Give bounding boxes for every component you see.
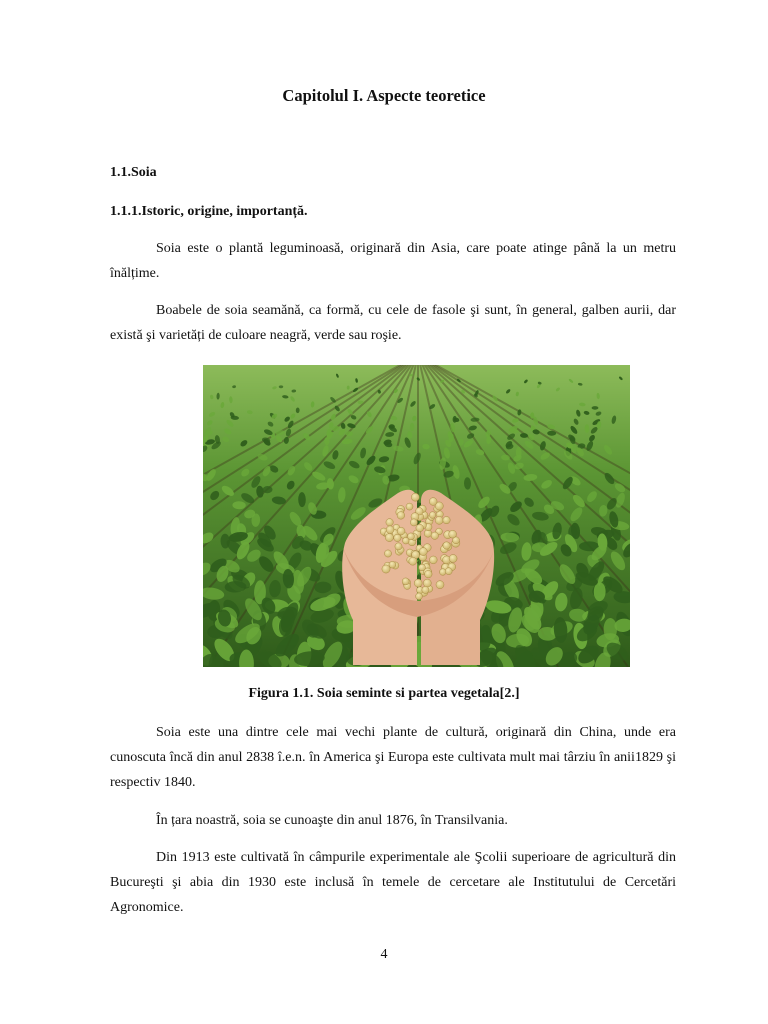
section-heading: 1.1.Soia (110, 165, 157, 180)
paragraph-3: Soia este una dintre cele mai vechi plante de cultură, originară din China, unde era cunoscuta încă din anul 2838 î.e.n. în America şi Europa este cultivata mult mai târziu în anii1829 şi respectiv 1840. (110, 725, 676, 790)
paragraph-2: Boabele de soia seamănă, ca formă, cu cele de fasole şi sunt, în general, galben aurii, dar există şi varietăți de culoare neagră, verde sau roşie. (110, 303, 676, 343)
figure-image (203, 365, 630, 667)
paragraph-4: În țara noastră, soia se cunoaşte din anul 1876, în Transilvania. (156, 813, 508, 828)
subsection-heading: 1.1.1.Istoric, origine, importanță. (110, 204, 308, 219)
page-number: 4 (380, 947, 388, 962)
paragraph-5: Din 1913 este cultivată în câmpurile experimentale ale Şcolii superioare de agricultură din Bucureşti şi abia din 1930 este inclusă în temele de cercetare ale Institutului de Cercetări Agronomice. (110, 850, 676, 915)
chapter-title: Capitolul I. Aspecte teoretice (282, 86, 486, 105)
paragraph-1: Soia este o plantă leguminoasă, originară din Asia, care poate atinge până la un metru înălțime. (110, 241, 676, 281)
figure-caption: Figura 1.1. Soia seminte si partea vegetala[2.] (248, 686, 520, 701)
soybean-field-photo (203, 365, 630, 667)
